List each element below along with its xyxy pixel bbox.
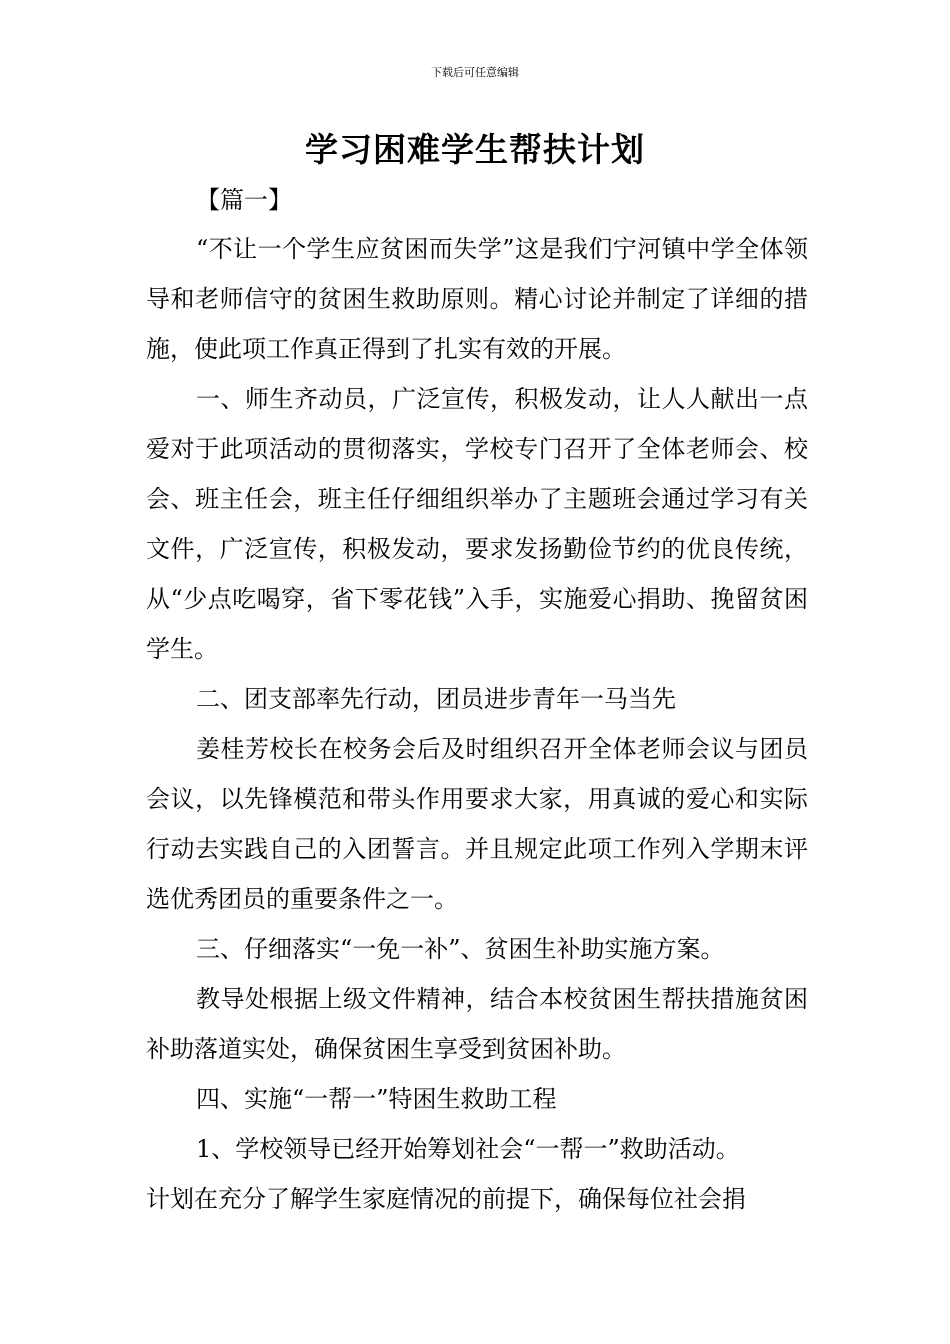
paragraph-section-4-continued: 计划在充分了解学生家庭情况的前提下，确保每位社会捐 bbox=[146, 1185, 746, 1213]
paragraph-section-1: 一、师生齐动员，广泛宣传，积极发动，让人人献出一点爱对于此项活动的贯彻落实，学校专门召开了全体老师会、校会、班主任会，班主任仔细组织举办了主题班会通过学习有关文件，广泛宣传，积极发动，要求发扬勤俭节约的优良传统，从“少点吃喝穿，省下零花钱”入手，实施爱心捐助、挽留贫困学生。 bbox=[146, 385, 808, 663]
paragraph-section-2-body: 姜桂芳校长在校务会后及时组织召开全体老师会议与团员会议，以先锋模范和带头作用要求大家，用真诚的爱心和实际行动去实践自己的入团誓言。并且规定此项工作列入学期末评选优秀团员的重要条件之一。 bbox=[146, 735, 808, 913]
document-body bbox=[146, 224, 808, 1224]
document-title: 学习困难学生帮扶计划 bbox=[305, 130, 645, 169]
paragraph-intro: “不让一个学生应贫困而失学”这是我们宁河镇中学全体领导和老师信守的贫困生救助原则。精心讨论并制定了详细的措施，使此项工作真正得到了扎实有效的开展。 bbox=[146, 235, 808, 363]
paragraph-section-4-heading: 四、实施“一帮一”特困生救助工程 bbox=[196, 1085, 557, 1113]
section-label: 【篇一】 bbox=[196, 186, 292, 214]
header-note: 下载后可任意编辑 bbox=[431, 66, 519, 79]
paragraph-section-4-item-1: 1、学校领导已经开始筹划社会“一帮一”救助活动。 bbox=[196, 1135, 740, 1163]
paragraph-section-3-body: 教导处根据上级文件精神，结合本校贫困生帮扶措施贫困补助落道实处，确保贫困生享受到贫困补助。 bbox=[146, 985, 808, 1063]
paragraph-section-2-heading: 二、团支部率先行动，团员进步青年一马当先 bbox=[196, 685, 676, 713]
paragraph-section-3-heading: 三、仔细落实“一免一补”、贫困生补助实施方案。 bbox=[196, 935, 725, 963]
